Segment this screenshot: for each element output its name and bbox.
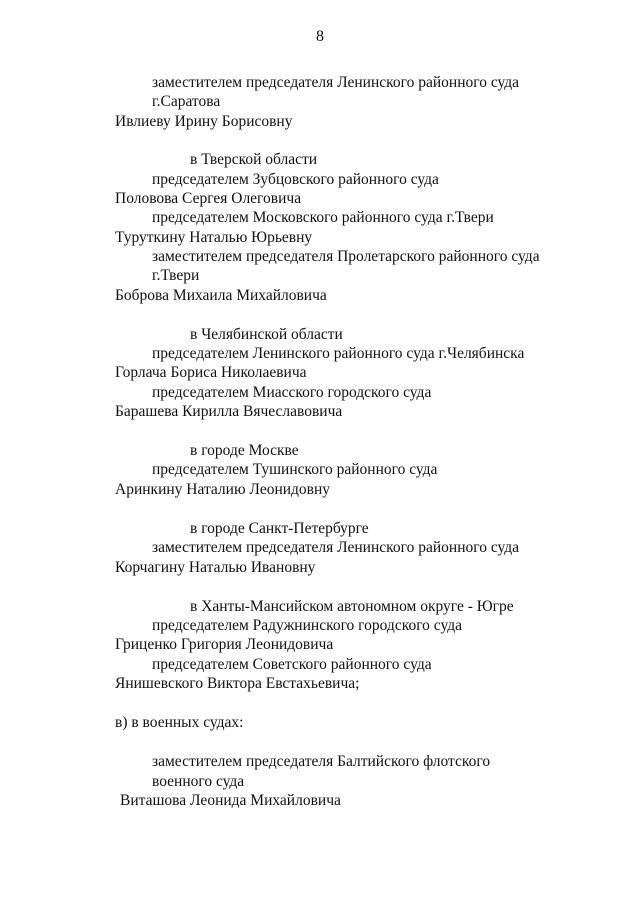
person-name: Корчагину Наталью Ивановну [115,559,316,576]
person-name: Барашева Кирилла Вячеславовича [115,403,343,420]
person-name: Янишевского Виктора Евстахьевича; [115,675,360,692]
region-heading: в Челябинской области [190,326,343,343]
position-line: председателем Радужнинского городского суда [152,617,463,634]
person-name: Туруткину Наталью Юрьевну [115,229,313,246]
region-heading: в городе Москве [190,442,299,459]
position-line: председателем Советского районного суда [152,656,432,673]
person-name: Половова Сергея Олеговича [115,190,302,207]
position-line: председателем Миасского городского суда [152,384,432,401]
position-line: заместителем председателя Пролетарского районного суда [152,248,540,265]
position-line: военного суда [152,773,245,790]
region-heading: в городе Санкт-Петербурге [190,520,369,537]
position-line: заместителем председателя Ленинского районного суда [152,539,520,556]
position-line: заместителем председателя Балтийского флотского [152,753,491,770]
position-line: председателем Зубцовского районного суда [152,171,439,188]
person-name: Боброва Михаила Михайловича [115,287,327,304]
position-line: г.Саратова [152,93,221,110]
position-line: г.Твери [152,267,200,284]
position-line: председателем Московского районного суда г.Твери [152,209,494,226]
page-number: 8 [316,28,324,45]
person-name: Виташова Леонида Михайловича [120,792,341,809]
section-heading: в) в военных судах: [115,714,244,731]
position-line: заместителем председателя Ленинского районного суда [152,74,520,91]
region-heading: в Тверской области [190,151,318,168]
person-name: Ивлиеву Ирину Борисовну [115,113,293,130]
position-line: председателем Тушинского районного суда [152,461,438,478]
person-name: Горлача Бориса Николаевича [115,364,307,381]
person-name: Аринкину Наталию Леонидовну [115,481,331,498]
region-heading: в Ханты-Мансийском автономном округе - Югре [190,598,514,615]
position-line: председателем Ленинского районного суда г.Челябинска [152,345,525,362]
person-name: Гриценко Григория Леонидовича [115,636,334,653]
